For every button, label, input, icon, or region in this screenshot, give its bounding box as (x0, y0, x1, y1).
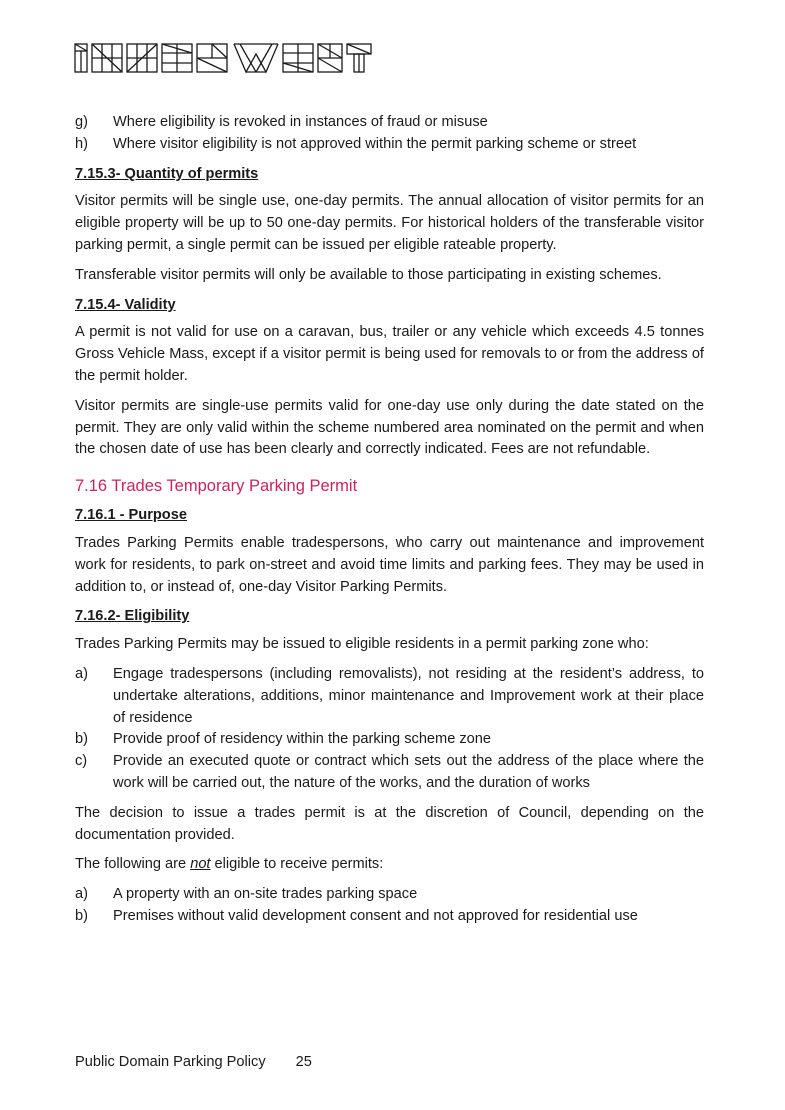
eligibility-list (75, 664, 704, 795)
revocation-list (75, 112, 704, 156)
list-marker: b) (75, 907, 88, 924)
heading-purpose: 7.16.1 - Purpose (75, 507, 187, 524)
page-footer (75, 1052, 312, 1072)
ineligible-list (75, 884, 704, 928)
list-item (75, 112, 704, 134)
paragraph: Trades Parking Permits enable tradespersons, who carry out maintenance and improvement work for residents, to park on-street and avoid time limits and parking fees. They may be used in addition to, or instead of, one-day Visitor Parking Permits. (75, 534, 704, 595)
list-marker: a) (75, 886, 88, 903)
list-marker: h) (75, 135, 88, 152)
emphasis-not: not (190, 856, 211, 873)
section-title-trades-permit: 7.16 Trades Temporary Parking Permit (75, 477, 358, 496)
list-text: Where visitor eligibility is not approved within the permit parking scheme or street (113, 135, 637, 152)
list-marker: g) (75, 114, 88, 130)
list-text: Where eligibility is revoked in instances of fraud or misuse (113, 114, 488, 130)
list-item (75, 134, 704, 156)
heading-eligibility: 7.16.2- Eligibility (75, 608, 190, 625)
list-item (75, 751, 704, 795)
list-item (75, 664, 704, 729)
list-item (75, 884, 704, 906)
text-fragment: eligible to receive permits: (210, 856, 384, 873)
list-text: Provide an executed quote or contract which sets out the address of the place where the work will be carried out, the nature of the works, and the duration of works (113, 753, 704, 791)
list-text: Premises without valid development consent and not approved for residential use (113, 907, 638, 924)
list-text: Engage tradespersons (including removalists), not residing at the resident’s address, to undertake alterations, additions, minor maintenance and Improvement work at their place of residence (113, 665, 704, 726)
inner-west-logo (74, 38, 374, 78)
document-body (75, 112, 704, 936)
list-marker: b) (75, 731, 88, 748)
paragraph: The decision to issue a trades permit is at the discretion of Council, depending on the documentation provided. (75, 804, 704, 843)
list-marker: c) (75, 753, 88, 770)
heading-validity: 7.15.4- Validity (75, 296, 176, 313)
list-text: A property with an on-site trades parking space (113, 886, 418, 903)
paragraph: Visitor permits are single-use permits valid for one-day use only during the date stated on the permit. They are only valid within the scheme numbered area nominated on the permit and when the chosen date of use has been clearly and correctly indicated. Fees are not refundable. (75, 397, 704, 458)
footer-document-title: Public Domain Parking Policy (75, 1054, 266, 1070)
paragraph: Trades Parking Permits may be issued to eligible residents in a permit parking zone who: (75, 636, 649, 653)
paragraph: A permit is not valid for use on a caravan, bus, trailer or any vehicle which exceeds 4.5 tonnes Gross Vehicle Mass, except if a visitor permit is being used for removals to or from the address of the permit holder. (75, 324, 704, 384)
paragraph-not-eligible (75, 854, 704, 876)
paragraph: Visitor permits will be single use, one-day permits. The annual allocation of visitor permits for an eligible property will be up to 50 one-day permits. For historical holders of the transferable visitor parking permit, a single permit can be issued per eligible rateable property. (75, 193, 704, 253)
list-item (75, 906, 704, 928)
list-text: Provide proof of residency within the parking scheme zone (113, 731, 492, 748)
text-fragment: The following are (75, 856, 191, 873)
heading-quantity-of-permits: 7.15.3- Quantity of permits (75, 165, 259, 182)
page-number: 25 (295, 1054, 312, 1070)
list-marker: a) (75, 665, 88, 682)
paragraph: Transferable visitor permits will only be available to those participating in existing schemes. (75, 266, 662, 283)
list-item (75, 729, 704, 751)
